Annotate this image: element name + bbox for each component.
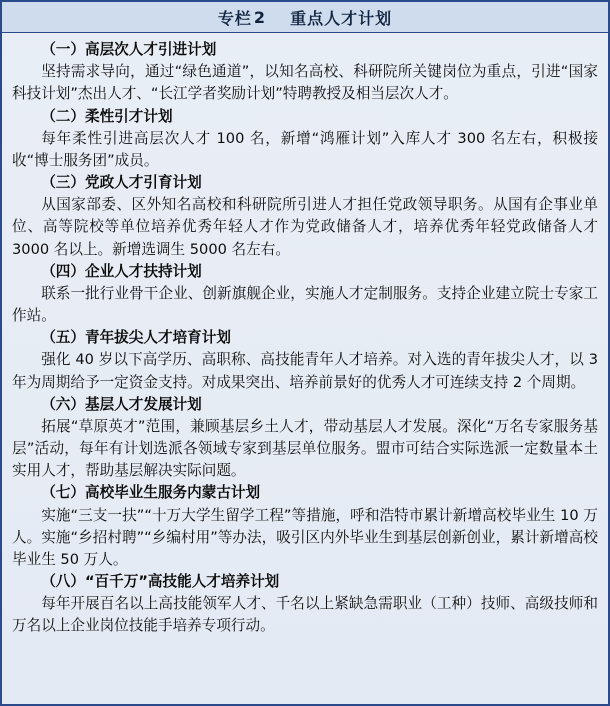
section-heading: （七）高校毕业生服务内蒙古计划: [41, 484, 261, 502]
section-item: [12, 172, 598, 261]
box-title-number: 2: [253, 7, 267, 27]
section-item: [12, 571, 598, 638]
section-body: 每年柔性引进高层次人才 100 名，新增“鸿雁计划”入库人才 300 名左右，积极接收“博士服务团”成员。: [12, 129, 598, 169]
section-heading: （五）青年拔尖人才培育计划: [41, 329, 231, 347]
section-heading: （二）柔性引才计划: [41, 107, 173, 125]
section-heading: （六）基层人才发展计划: [41, 395, 202, 413]
section-body: 联系一批行业骨干企业、创新旗舰企业，实施人才定制服务。支持企业建立院士专家工作站。: [12, 284, 598, 325]
box-title-label: 专栏: [217, 8, 252, 28]
section-body: 强化 40 岁以下高学历、高职称、高技能青年人才培养。对入选的青年拔尖人才，以 3 年为周期给予一定资金支持。对成果突出、培养前景好的优秀人才可连续支持 2 个周期。: [12, 351, 598, 391]
box-title: [2, 2, 608, 33]
section-heading: （八）“百千万”高技能人才培养计划: [41, 573, 280, 591]
section-item: [12, 394, 598, 483]
section-item: [12, 261, 598, 328]
section-body: 实施“三支一扶”“十万大学生留学工程”等措施，呼和浩特市累计新增高校毕业生 10 万人。实施“乡招村聘”“乡编村用”等办法，吸引区内外毕业生到基层创新创业，累计新增高校毕业生 50 万人。: [12, 506, 598, 568]
section-body: 每年开展百名以上高技能领军人才、千名以上紧缺急需职业（工种）技师、高级技师和万名以上企业岗位技能手培养专项行动。: [12, 595, 598, 635]
section-item: [12, 482, 598, 571]
section-item: [12, 39, 598, 106]
section-heading: （一）高层次人才引进计划: [41, 41, 217, 58]
section-item: [12, 327, 598, 394]
section-heading: （三）党政人才引育计划: [41, 174, 202, 192]
box-content: [2, 33, 608, 638]
section-body: 坚持需求导向，通过“绿色通道”，以知名高校、科研院所关键岗位为重点，引进“国家科技计划”杰出人才、“长江学者奖励计划”特聘教授及相当层次人才。: [12, 63, 598, 103]
section-body: 拓展“草原英才”范围，兼顾基层乡土人才，带动基层人才发展。深化“万名专家服务基层”活动，每年有计划选派各领域专家到基层单位服务。盟市可结合实际选派一定数量本土实用人才，帮助基层解决实际问题。: [12, 417, 598, 480]
section-item: [12, 106, 598, 173]
section-heading: （四）企业人才扶持计划: [41, 262, 202, 280]
box-title-name: 重点人才计划: [290, 8, 393, 28]
section-body: 从国家部委、区外知名高校和科研院所引进人才担任党政领导职务。从国有企事业单位、高等院校等单位培养优秀年轻人才作为党政储备人才，培养优秀年轻党政储备人才 3000 名以上。新增选调生 5000 名左右。: [12, 196, 598, 258]
